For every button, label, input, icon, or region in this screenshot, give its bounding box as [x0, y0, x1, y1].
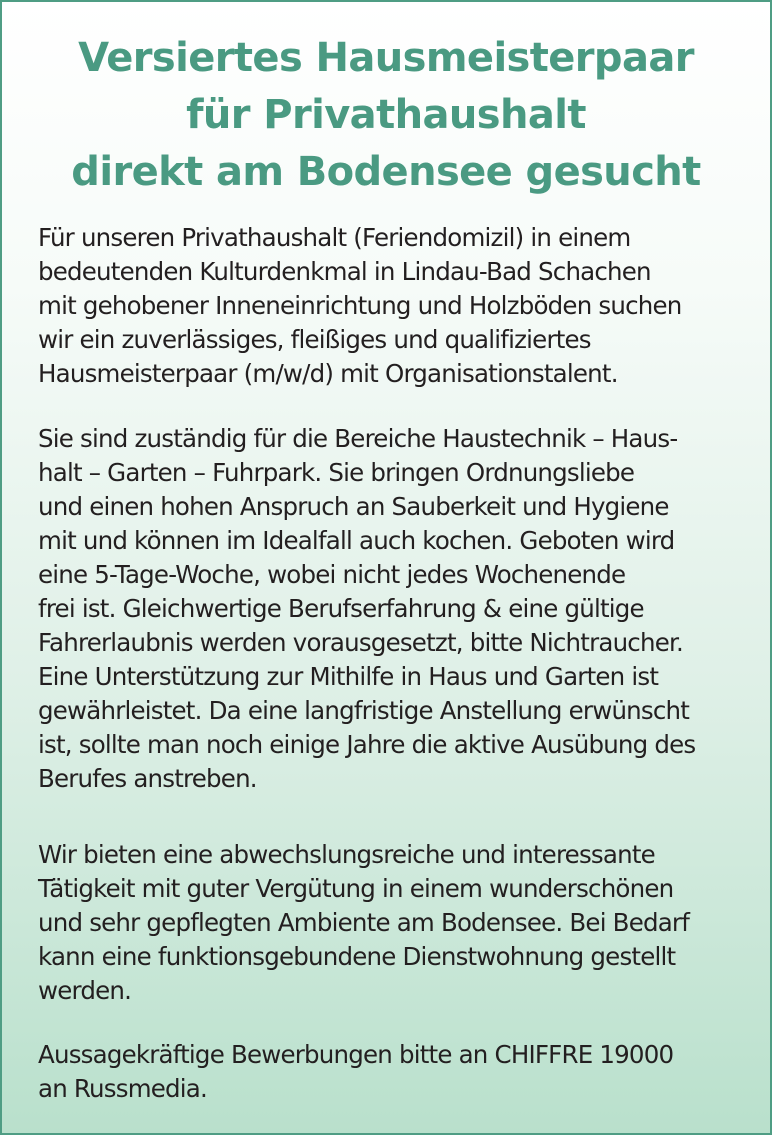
- application-paragraph: [38, 1038, 673, 1106]
- ad-headline: [2, 30, 770, 201]
- text-line: Sie sind zuständig für die Bereiche Haustechnik – Haus-: [38, 424, 678, 453]
- text-line: werden.: [38, 976, 132, 1005]
- text-line: an Russmedia.: [38, 1074, 208, 1103]
- text-line: wir ein zuverlässiges, fleißiges und qualifiziertes: [38, 325, 591, 354]
- headline-line: direkt am Bodensee gesucht: [71, 149, 701, 195]
- text-line: Hausmeisterpaar (m/w/d) mit Organisationstalent.: [38, 359, 618, 388]
- text-line: Aussagekräftige Bewerbungen bitte an CHIFFRE 19000: [38, 1040, 674, 1069]
- text-line: gewährleistet. Da eine langfristige Anstellung erwünscht: [38, 696, 690, 725]
- text-line: ist, sollte man noch einige Jahre die aktive Ausübung des: [38, 730, 696, 759]
- text-line: Eine Unterstützung zur Mithilfe in Haus und Garten ist: [38, 662, 659, 691]
- text-line: Tätigkeit mit guter Vergütung in einem wunderschönen: [38, 874, 674, 903]
- text-line: Fahrerlaubnis werden vorausgesetzt, bitte Nichtraucher.: [38, 628, 683, 657]
- text-line: frei ist. Gleichwertige Berufserfahrung & eine gültige: [38, 594, 644, 623]
- text-line: und einen hohen Anspruch an Sauberkeit und Hygiene: [38, 492, 669, 521]
- text-line: Für unseren Privathaushalt (Feriendomizil) in einem: [38, 223, 631, 252]
- text-line: bedeutenden Kulturdenkmal in Lindau-Bad Schachen: [38, 257, 651, 286]
- duties-paragraph: [38, 422, 695, 796]
- intro-paragraph: [38, 221, 682, 391]
- text-line: eine 5-Tage-Woche, wobei nicht jedes Wochenende: [38, 560, 626, 589]
- text-line: halt – Garten – Fuhrpark. Sie bringen Ordnungsliebe: [38, 458, 635, 487]
- text-line: kann eine funktionsgebundene Dienstwohnung gestellt: [38, 942, 676, 971]
- text-line: Berufes anstreben.: [38, 764, 257, 793]
- headline-line: Versiertes Hausmeisterpaar: [78, 35, 694, 81]
- text-line: mit gehobener Inneneinrichtung und Holzböden suchen: [38, 291, 682, 320]
- offer-paragraph: [38, 838, 689, 1008]
- text-line: mit und können im Idealfall auch kochen. Geboten wird: [38, 526, 675, 555]
- text-line: und sehr gepflegten Ambiente am Bodensee. Bei Bedarf: [38, 908, 690, 937]
- headline-line: für Privathaushalt: [186, 92, 586, 138]
- text-line: Wir bieten eine abwechslungsreiche und interessante: [38, 840, 655, 869]
